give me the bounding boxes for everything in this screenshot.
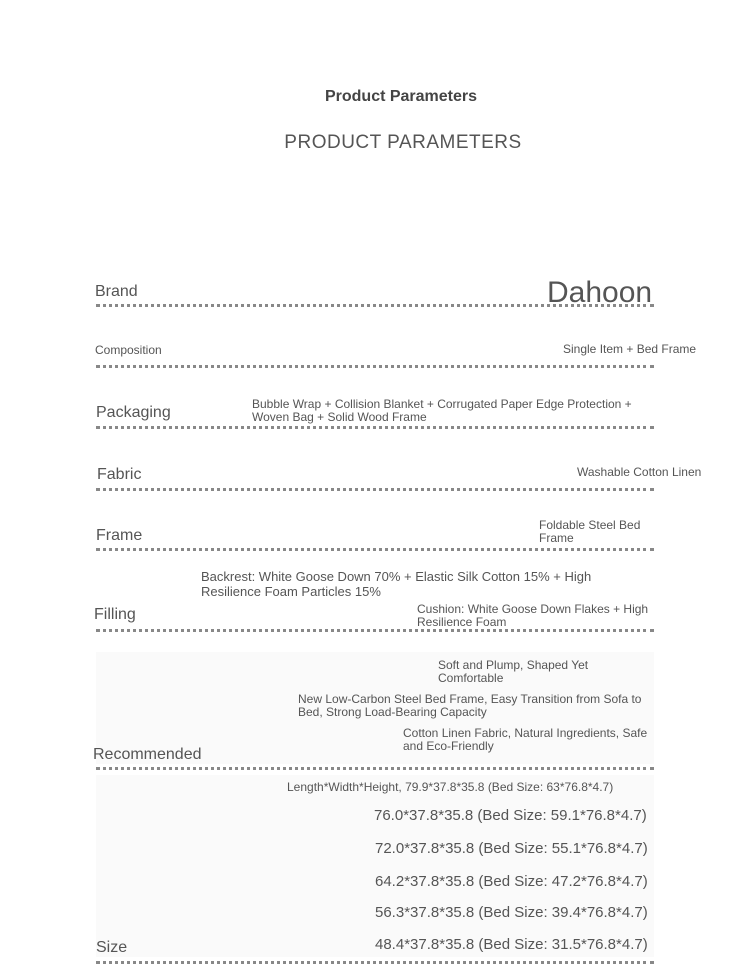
brand-value: Dahoon [547, 276, 653, 309]
page-subtitle: PRODUCT PARAMETERS [284, 132, 522, 153]
recommended-value-2: New Low-Carbon Steel Bed Frame, Easy Transition from Sofa to Bed, Strong Load-Bearing Capacity [298, 692, 642, 719]
recommended-value-3: Cotton Linen Fabric, Natural Ingredients, Safe and Eco-Friendly [403, 726, 648, 753]
divider [96, 548, 654, 551]
size-option: 64.2*37.8*35.8 (Bed Size: 47.2*76.8*4.7) [375, 873, 648, 890]
fabric-value: Washable Cotton Linen [577, 465, 702, 479]
recommended-value-1: Soft and Plump, Shaped Yet Comfortable [438, 658, 589, 685]
divider [96, 365, 654, 368]
size-option: 76.0*37.8*35.8 (Bed Size: 59.1*76.8*4.7) [374, 807, 647, 824]
filling-label: Filling [94, 606, 136, 623]
packaging-label: Packaging [96, 404, 171, 421]
divider [96, 629, 654, 632]
page-title: Product Parameters [324, 88, 478, 105]
size-background [96, 775, 654, 957]
composition-value: Single Item + Bed Frame [563, 342, 697, 356]
fabric-label: Fabric [97, 466, 142, 483]
divider [96, 426, 654, 429]
composition-label: Composition [95, 343, 162, 357]
size-option: 48.4*37.8*35.8 (Bed Size: 31.5*76.8*4.7) [375, 936, 648, 953]
packaging-value: Bubble Wrap + Collision Blanket + Corrugated Paper Edge Protection + Woven Bag + Solid Wood Frame [252, 397, 632, 424]
filling-cushion-value: Cushion: White Goose Down Flakes + High Resilience Foam [417, 602, 649, 629]
size-label: Size [96, 939, 128, 956]
divider [96, 488, 654, 491]
divider [96, 767, 654, 770]
brand-label: Brand [95, 283, 138, 300]
size-header: Length*Width*Height, 79.9*37.8*35.8 (Bed Size: 63*76.8*4.7) [287, 780, 614, 794]
divider [96, 304, 654, 307]
divider [96, 961, 654, 964]
recommended-label: Recommended [93, 746, 202, 763]
size-option: 72.0*37.8*35.8 (Bed Size: 55.1*76.8*4.7) [375, 840, 648, 857]
frame-value: Foldable Steel Bed Frame [539, 518, 641, 545]
filling-backrest-value: Backrest: White Goose Down 70% + Elastic Silk Cotton 15% + High Resilience Foam Particles 15% [201, 569, 592, 599]
frame-label: Frame [96, 527, 143, 544]
size-option: 56.3*37.8*35.8 (Bed Size: 39.4*76.8*4.7) [375, 904, 648, 921]
